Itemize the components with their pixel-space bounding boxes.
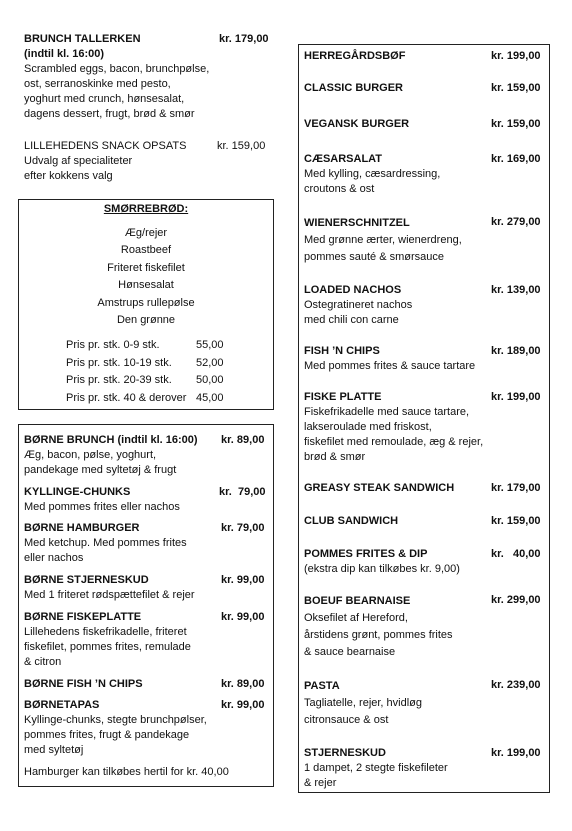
smorrebrod-item-4: Amstrups rullepølse	[97, 297, 195, 309]
price-tier-value-0: 55,00	[196, 339, 224, 351]
kids-item-6-price: kr. 99,00	[221, 699, 265, 711]
main-item-11-title: BOEUF BEARNAISE	[304, 595, 411, 607]
smorrebrod-item-5: Den grønne	[116, 314, 176, 326]
main-item-2	[304, 117, 504, 132]
price-tier-label-1: Pris pr. stk. 10-19 stk.	[66, 357, 172, 369]
main-item-7-desc-2: fiskefilet med remoulade, æg & rejer,	[304, 436, 484, 448]
main-item-5	[304, 283, 504, 328]
kids-item-1-desc-0: Med pommes frites eller nachos	[24, 501, 180, 513]
kids-item-3-desc-0: Med 1 friteret rødspættefilet & rejer	[24, 589, 195, 601]
brunch-subtitle: (indtil kl. 16:00)	[24, 48, 105, 60]
price-tier-label-2: Pris pr. stk. 20-39 stk.	[66, 374, 172, 386]
main-item-13-desc-1: & rejer	[304, 777, 337, 789]
price-tier-value-2: 50,00	[196, 374, 224, 386]
kids-item-6-desc-0: Kyllinge-chunks, stegte brunchpølser,	[24, 714, 207, 726]
main-item-8	[304, 481, 504, 496]
main-item-3-desc-1: croutons & ost	[304, 183, 375, 195]
kids-item-4-price: kr. 99,00	[221, 611, 265, 623]
main-item-5-title: LOADED NACHOS	[304, 284, 402, 296]
smorrebrod-box	[18, 199, 274, 410]
kids-item-2-title: BØRNE HAMBURGER	[24, 522, 140, 534]
snack-price: kr. 159,00	[217, 140, 266, 152]
main-item-13-desc-0: 1 dampet, 2 stegte fiskefileter	[304, 762, 448, 774]
smorrebrod-item-2: Friteret fiskefilet	[107, 262, 185, 274]
kids-item-4-desc-1: fiskefilet, pommes frites, remulade	[24, 641, 191, 653]
kids-item-4-desc-0: Lillehedens fiskefrikadelle, friteret	[24, 626, 187, 638]
kids-item-6-desc-1: pommes frites, frugt & pandekage	[24, 729, 190, 741]
main-item-9	[304, 514, 504, 529]
brunch-desc-3: dagens dessert, frugt, brød & smør	[24, 108, 195, 120]
main-item-3	[304, 152, 504, 197]
main-item-4-desc-0: Med grønne ærter, wienerdreng,	[304, 234, 462, 246]
main-item-8-price: kr. 179,00	[491, 482, 541, 494]
main-item-11-desc-0: Oksefilet af Hereford,	[304, 612, 408, 624]
main-item-7-desc-0: Fiskefrikadelle med sauce tartare,	[304, 406, 470, 418]
kids-item-2-price: kr. 79,00	[221, 522, 265, 534]
brunch-desc-0: Scrambled eggs, bacon, brunchpølse,	[24, 63, 210, 75]
main-item-10-desc-0: (ekstra dip kan tilkøbes kr. 9,00)	[304, 563, 460, 575]
main-item-1	[304, 81, 504, 96]
main-item-6-desc-0: Med pommes frites & sauce tartare	[304, 360, 476, 372]
main-item-11-desc-2: & sauce bearnaise	[304, 646, 396, 658]
main-item-5-price: kr. 139,00	[491, 284, 541, 296]
main-item-9-title: CLUB SANDWICH	[304, 515, 399, 527]
kids-item-0-desc-0: Æg, bacon, pølse, yoghurt,	[24, 449, 157, 461]
price-tier-value-1: 52,00	[196, 357, 224, 369]
main-item-12-price: kr. 239,00	[491, 679, 541, 691]
main-item-7-desc-1: lakseroulade med friskost,	[304, 421, 432, 433]
snack-title: LILLEHEDENS SNACK OPSATS	[24, 140, 187, 152]
main-item-12-desc-1: citronsauce & ost	[304, 714, 389, 726]
kids-item-1-title: KYLLINGE-CHUNKS	[24, 486, 131, 498]
kids-item-0-desc-1: pandekage med syltetøj & frugt	[24, 464, 177, 476]
main-item-0-price: kr. 199,00	[491, 50, 541, 62]
main-item-4-desc-1: pommes sauté & smørsauce	[304, 251, 444, 263]
main-item-11-price: kr. 299,00	[491, 594, 541, 606]
main-item-4	[304, 215, 504, 266]
main-item-10-price: kr. 40,00	[491, 548, 541, 560]
kids-item-1-price: kr. 79,00	[219, 486, 266, 498]
smorrebrod-item-1: Roastbeef	[120, 244, 172, 256]
snack-desc-0: Udvalg af specialiteter	[24, 155, 133, 167]
main-item-1-price: kr. 159,00	[491, 82, 541, 94]
kids-item-6-desc-2: med syltetøj	[24, 744, 84, 756]
main-item-6-title: FISH ’N CHIPS	[304, 345, 380, 357]
main-item-10-title: POMMES FRITES & DIP	[304, 548, 428, 560]
main-item-7-price: kr. 199,00	[491, 391, 541, 403]
main-item-2-price: kr. 159,00	[491, 118, 541, 130]
price-tier-value-3: 45,00	[196, 392, 224, 404]
kids-item-5-title: BØRNE FISH ’N CHIPS	[24, 678, 143, 690]
main-item-0	[304, 49, 504, 64]
main-item-0-title: HERREGÅRDSBØF	[304, 50, 406, 62]
snack-desc-1: efter kokkens valg	[24, 170, 113, 182]
kids-item-2-desc-1: eller nachos	[24, 552, 84, 564]
kids-item-0-title: BØRNE BRUNCH (indtil kl. 16:00)	[24, 434, 198, 446]
main-item-12-desc-0: Tagliatelle, rejer, hvidløg	[304, 697, 423, 709]
main-item-11-desc-1: årstidens grønt, pommes frites	[304, 629, 453, 641]
main-item-7-desc-3: brød & smør	[304, 451, 366, 463]
smorrebrod-title: SMØRREBRØD:	[103, 203, 189, 215]
kids-item-3-title: BØRNE STJERNESKUD	[24, 574, 149, 586]
kids-item-5-price: kr. 89,00	[221, 678, 265, 690]
kids-item-0-price: kr. 89,00	[221, 434, 265, 446]
kids-item-3-price: kr. 99,00	[221, 574, 265, 586]
kids-item-2-desc-0: Med ketchup. Med pommes frites	[24, 537, 187, 549]
kids-item-4-desc-2: & citron	[24, 656, 62, 668]
main-item-11	[304, 593, 504, 661]
main-item-9-price: kr. 159,00	[491, 515, 541, 527]
main-item-3-desc-0: Med kylling, cæsardressing,	[304, 168, 441, 180]
main-item-12	[304, 678, 504, 729]
main-item-13	[304, 746, 504, 791]
smorrebrod-item-3: Hønsesalat	[118, 279, 174, 291]
main-item-5-desc-0: Ostegratineret nachos	[304, 299, 413, 311]
kids-footer-note: Hamburger kan tilkøbes hertil for kr. 40,00	[24, 766, 229, 778]
main-item-12-title: PASTA	[304, 680, 340, 692]
kids-item-4-title: BØRNE FISKEPLATTE	[24, 611, 142, 623]
main-item-4-title: WIENERSCHNITZEL	[304, 217, 410, 229]
brunch-desc-1: ost, serranoskinke med pesto,	[24, 78, 171, 90]
main-item-8-title: GREASY STEAK SANDWICH	[304, 482, 455, 494]
main-item-1-title: CLASSIC BURGER	[304, 82, 404, 94]
brunch-price: kr. 179,00	[219, 33, 269, 45]
price-tier-label-3: Pris pr. stk. 40 & derover	[66, 392, 187, 404]
main-item-13-title: STJERNESKUD	[304, 747, 386, 759]
kids-item-6-title: BØRNETAPAS	[24, 699, 100, 711]
main-item-3-title: CÆSARSALAT	[304, 153, 383, 165]
main-item-6-price: kr. 189,00	[491, 345, 541, 357]
brunch-title: BRUNCH TALLERKEN	[24, 33, 141, 45]
main-item-5-desc-1: med chili con carne	[304, 314, 399, 326]
smorrebrod-item-0: Æg/rejer	[124, 227, 168, 239]
main-item-7-title: FISKE PLATTE	[304, 391, 382, 403]
price-tier-label-0: Pris pr. stk. 0-9 stk.	[66, 339, 160, 351]
brunch-desc-2: yoghurt med crunch, hønsesalat,	[24, 93, 185, 105]
main-item-3-price: kr. 169,00	[491, 153, 541, 165]
main-item-13-price: kr. 199,00	[491, 747, 541, 759]
main-item-2-title: VEGANSK BURGER	[304, 118, 410, 130]
main-item-4-price: kr. 279,00	[491, 216, 541, 228]
